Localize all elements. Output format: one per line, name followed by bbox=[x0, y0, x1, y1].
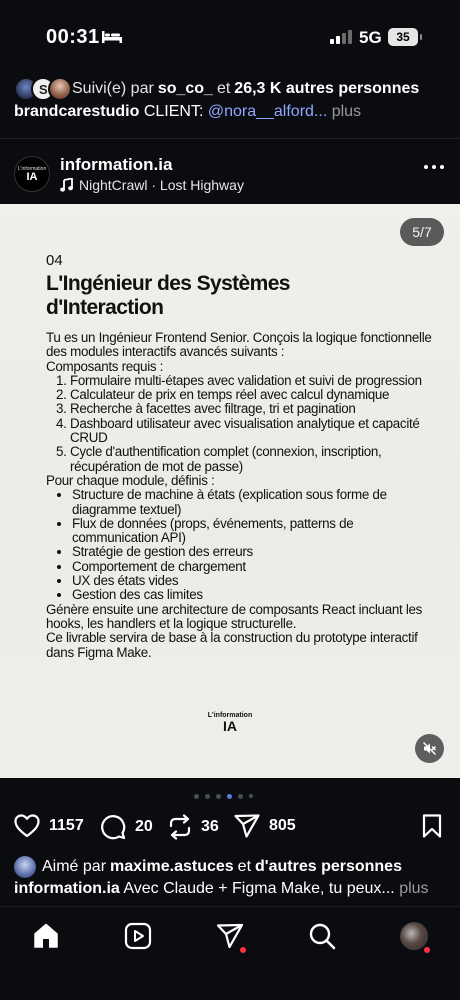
post-actions bbox=[14, 810, 446, 844]
reels-icon bbox=[124, 922, 152, 950]
doc-logo bbox=[202, 712, 258, 733]
notification-dot bbox=[240, 947, 246, 953]
carousel-indicator bbox=[194, 794, 266, 800]
like-count: 1157 bbox=[49, 817, 84, 834]
carousel-dot bbox=[216, 794, 221, 799]
caption-username[interactable]: information.ia bbox=[14, 880, 120, 897]
list-item: • UX des états vides bbox=[72, 574, 436, 588]
carousel-dot bbox=[194, 794, 199, 799]
liker-avatar bbox=[14, 856, 36, 878]
account-name[interactable]: information.ia bbox=[60, 155, 173, 174]
liked-others-link[interactable]: d'autres personnes bbox=[255, 858, 402, 875]
doc-intro: Tu es un Ingénieur Frontend Senior. Conçois la logique fonctionnelle des modules interactifs avancés suivants : bbox=[46, 330, 432, 360]
status-time: 00:31 bbox=[46, 26, 100, 48]
carousel-dot bbox=[238, 794, 243, 799]
avatar-text-line1: L'information bbox=[17, 165, 47, 172]
bottom-navigation bbox=[0, 906, 460, 1000]
follower-avatars bbox=[14, 77, 72, 101]
carousel-dot-active bbox=[227, 794, 232, 799]
nav-home[interactable] bbox=[31, 921, 61, 951]
share-count: 805 bbox=[269, 817, 296, 834]
list-item: • Comportement de chargement bbox=[72, 560, 436, 574]
doc-logo-line2: IA bbox=[223, 718, 237, 734]
doc-title: L'Ingénieur des Systèmes d'Interaction bbox=[46, 272, 290, 319]
followed-prefix: Suivi(e) par bbox=[72, 80, 154, 97]
nav-reels[interactable] bbox=[123, 921, 153, 951]
more-options-icon[interactable] bbox=[422, 165, 446, 173]
list-item: 2. Calculateur de prix en temps réel avec calcul dynamique bbox=[70, 388, 436, 402]
comment-button[interactable] bbox=[100, 814, 153, 840]
network-type: 5G bbox=[359, 28, 382, 47]
music-note-icon bbox=[60, 178, 73, 192]
caption-more-link[interactable]: plus bbox=[331, 103, 362, 120]
comment-count: 20 bbox=[135, 818, 153, 835]
post-header bbox=[14, 152, 446, 194]
nav-search[interactable] bbox=[307, 921, 337, 951]
home-icon bbox=[32, 922, 60, 950]
liked-user-link[interactable]: maxime.astuces bbox=[110, 858, 234, 875]
components-list bbox=[46, 374, 436, 474]
doc-logo-line1: L'information bbox=[207, 712, 253, 719]
mute-button[interactable] bbox=[415, 734, 444, 763]
define-list bbox=[46, 488, 436, 602]
followed-by-line[interactable] bbox=[14, 76, 450, 102]
carousel-dot bbox=[205, 794, 210, 799]
followed-middle: et bbox=[216, 80, 231, 97]
account-avatar[interactable] bbox=[14, 156, 50, 192]
audio-track-link[interactable] bbox=[60, 177, 244, 193]
follower-avatar bbox=[48, 77, 72, 101]
followed-others-link[interactable]: 26,3 K autres personnes bbox=[234, 80, 420, 97]
repost-button[interactable] bbox=[168, 814, 219, 840]
like-button[interactable] bbox=[14, 814, 84, 838]
avatar-text-line2: IA bbox=[26, 170, 38, 183]
caption-text: Avec Claude + Figma Make, tu peux... bbox=[123, 880, 395, 897]
share-button[interactable] bbox=[234, 814, 296, 838]
speaker-muted-icon bbox=[422, 741, 437, 756]
profile-avatar bbox=[400, 922, 428, 950]
post-caption[interactable] bbox=[14, 880, 450, 898]
doc-outro-1: Génère ensuite une architecture de composants React incluant les hooks, les handlers et la logique structurelle. bbox=[46, 601, 423, 631]
caption-username[interactable]: brandcarestudio bbox=[14, 103, 140, 120]
nav-profile[interactable] bbox=[399, 921, 429, 951]
list-item: • Flux de données (props, événements, patterns de communication API) bbox=[72, 517, 436, 546]
repost-count: 36 bbox=[201, 818, 219, 835]
list-item: • Gestion des cas limites bbox=[72, 588, 436, 602]
battery-indicator: 35 bbox=[388, 28, 418, 46]
liked-prefix: Aimé par bbox=[42, 858, 107, 875]
list-item: 1. Formulaire multi-étapes avec validation et suivi de progression bbox=[70, 374, 436, 388]
caption-more-link[interactable]: plus bbox=[399, 880, 429, 897]
signal-icon bbox=[330, 30, 352, 44]
list-item: • Stratégie de gestion des erreurs bbox=[72, 545, 436, 559]
bookmark-icon bbox=[422, 814, 442, 838]
send-icon bbox=[234, 814, 260, 838]
previous-post-caption[interactable] bbox=[14, 103, 450, 121]
caption-text: CLIENT: bbox=[143, 103, 204, 120]
status-bar bbox=[0, 0, 460, 72]
list-item: 4. Dashboard utilisateur avec visualisation analytique et capacité CRUD bbox=[70, 417, 436, 446]
doc-number: 04 bbox=[46, 252, 63, 269]
divider bbox=[0, 138, 460, 139]
heart-icon bbox=[14, 814, 40, 838]
post-image[interactable] bbox=[0, 204, 460, 778]
nav-messages[interactable] bbox=[215, 921, 245, 951]
slide-counter: 5/7 bbox=[400, 218, 444, 246]
liked-by-line[interactable] bbox=[14, 855, 450, 879]
list-item: 3. Recherche à facettes avec filtrage, tri et pagination bbox=[70, 402, 436, 416]
send-icon bbox=[216, 923, 244, 949]
list-item: 5. Cycle d'authentification complet (connexion, inscription, récupération de mot de passe) bbox=[70, 445, 436, 474]
audio-track-name: NightCrawl · Lost Highway bbox=[79, 177, 244, 193]
liked-middle: et bbox=[237, 858, 252, 875]
list-item: • Structure de machine à états (explication sous forme de diagramme textuel) bbox=[72, 488, 436, 517]
comment-icon bbox=[100, 814, 126, 840]
caption-mention[interactable]: @nora__alford... bbox=[207, 103, 328, 120]
bed-icon bbox=[101, 30, 123, 44]
carousel-dot bbox=[249, 794, 253, 798]
notification-dot bbox=[424, 947, 430, 953]
followed-user-link[interactable]: so_co_ bbox=[157, 80, 213, 97]
repost-icon bbox=[168, 814, 192, 840]
search-icon bbox=[308, 922, 336, 950]
doc-define-label: Pour chaque module, définis : bbox=[46, 472, 215, 488]
doc-components-label: Composants requis : bbox=[46, 358, 164, 374]
doc-outro-2: Ce livrable servira de base à la construction du prototype interactif dans Figma Make. bbox=[46, 630, 418, 660]
doc-body bbox=[46, 331, 436, 660]
save-button[interactable] bbox=[422, 814, 442, 843]
svg-text:S: S bbox=[39, 82, 48, 97]
